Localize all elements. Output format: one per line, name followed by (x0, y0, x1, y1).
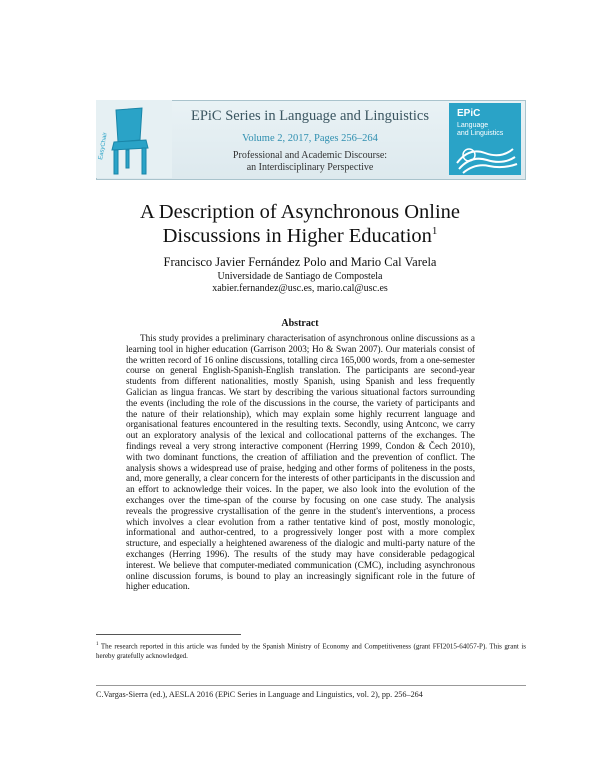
proceedings-title-line2: an Interdisciplinary Perspective (246, 162, 374, 173)
title-line1: A Description of Asynchronous Online (140, 201, 460, 223)
svg-text:EasyChair: EasyChair (98, 132, 109, 161)
title-footnote-mark: 1 (431, 225, 438, 238)
abstract-heading: Abstract (281, 318, 319, 329)
affiliation: Universidade de Santiago de Compostela (217, 271, 383, 282)
abstract-text: This study provides a preliminary characterisation of asynchronous online discussions as a learning tool in higher education (Garrison 2003; Ho & Swan 2007). Our materials consist of the written record of 16 online discussions, totalling circa 165,000 words, from a one-semester course on general English-Spanish-English translation. The participants are second-year students from different nationalities, mostly Spanish, using Spanish and less frequently Galician as lingua francas. We start by describing the various situational factors surrounding the events (including the role of the discussions in the course, the variety of participants and the nature of their relationship), which may explain some highly recurrent language and organisational features encountered in the resulting texts. Secondly, using Antconc, we carry out an exploratory analysis of the lexical and collocational patterns of the exchanges. The findings reveal a very strong interactive component (Herring 1999, Condon & Čech 2010), with two dominant functions, the creation of affiliation and the prevention of conflict. The analysis shows a widespread use of praise, hedging and other forms of politeness in the posts, and, more generally, a clear concern for the interests of other participants in the discussion and an effort to acknowledge their voices. In the paper, we also look into the evolution of the exchanges over the time-span of the course by focusing on one case study. The analysis reveals the progressive crystallisation of the genre in the student's interventions, a process which involves a clear evolution from a rather tentative kind of post, mostly monologic, informational and author-centred, to a progressively longer post with a more complex structure, and especially a heightened awareness of the dialogic and multi-party nature of the exchanges (Herring 1996). The results of the study may have considerable pedagogical interest. We believe that computer-mediated communication (CMC), including asynchronous online discussion forums, is bound to play an increasingly significant role in the future of higher education. (126, 333, 475, 592)
logo-subtitle2: and Linguistics (457, 130, 504, 137)
volume-info: Volume 2, 2017, Pages 256–264 (242, 133, 378, 144)
banner-text (176, 104, 444, 174)
footnote-text: The research reported in this article was funded by the Spanish Ministry of Economy and Competitiveness (grant FFI2015-64057-P). This grant is hereby gratefully acknowledged. (96, 642, 526, 660)
paper-title (60, 200, 540, 248)
logo-subtitle1: Language (457, 122, 489, 129)
footer-divider (96, 685, 526, 686)
footnote-mark: 1 (96, 642, 99, 647)
footnote-divider (96, 634, 241, 635)
author-emails: xabier.fernandez@usc.es, mario.cal@usc.es (212, 283, 388, 294)
footnote (96, 640, 526, 661)
authors: Francisco Javier Fernández Polo and Mario Cal Varela (163, 255, 437, 269)
chair-logo-icon (96, 100, 172, 178)
logo-title: EPiC (457, 108, 481, 119)
series-title: EPiC Series in Language and Linguistics (190, 108, 429, 124)
epic-logo (449, 103, 521, 175)
proceedings-title-line1: Professional and Academic Discourse: (232, 150, 388, 161)
title-line2: Discussions in Higher Education (162, 225, 432, 247)
footer-citation: C.Vargas-Sierra (ed.), AESLA 2016 (EPiC Series in Language and Linguistics, vol. 2), pp. 256–264 (96, 690, 423, 699)
